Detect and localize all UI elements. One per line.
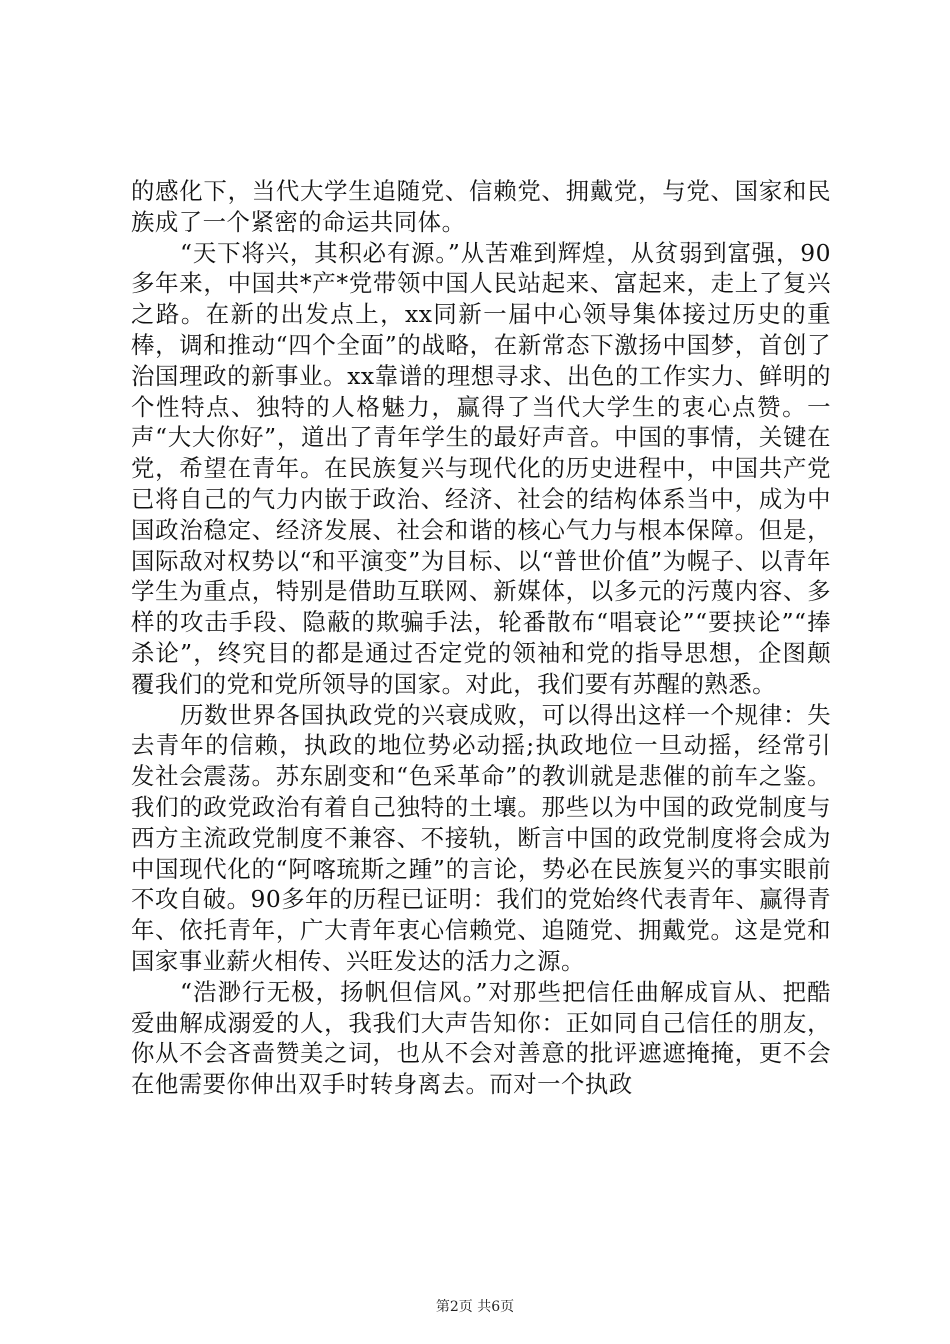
paragraph: “天下将兴，其积必有源。”从苦难到辉煌，从贫弱到富强，90多年来，中国共*产*党带领中国人民站起来、富起来，走上了复兴之路。在新的出发点上，xx同新一届中心领导集体接过历史的重棒，调和推动“四个全面”的战略，在新常态下激扬中国梦，首创了治国理政的新事业。xx靠谱的理想寻求、出色的工作实力、鲜明的个性特点、独特的人格魅力，赢得了当代大学生的衷心点赞。一声“大大你好”，道出了青年学生的最好声音。中国的事情，关键在党，希望在青年。在民族复兴与现代化的历史进程中，中国共产党已将自己的气力内嵌于政治、经济、社会的结构体系当中，成为中国政治稳定、经济发展、社会和谐的核心气力与根本保障。但是，国际敌对权势以“和平演变”为目标、以“普世价值”为幌子、以青年学生为重点，特别是借助互联网、新媒体，以多元的污蔑内容、多样的攻击手段、隐蔽的欺骗手法，轮番散布“唱衰论”“要挟论”“捧杀论”，终究目的都是通过否定党的领袖和党的指导思想，企图颠覆我们的党和党所领导的国家。对此，我们要有苏醒的熟悉。 xyxy=(131,238,831,698)
document-body xyxy=(131,176,831,1100)
paragraph: “浩渺行无极，扬帆但信风。”对那些把信任曲解成盲从、把酷爱曲解成溺爱的人，我我们大声告知你：正如同自己信任的朋友，你从不会吝啬赞美之词，也从不会对善意的批评遮遮掩掩，更不会在他需要你伸出双手时转身离去。而对一个执政 xyxy=(131,977,831,1099)
page-number-footer: 第2页 共6页 xyxy=(435,1299,515,1315)
paragraph-continuation: 的感化下，当代大学生追随党、信赖党、拥戴党，与党、国家和民族成了一个紧密的命运共同体。 xyxy=(131,177,831,236)
paragraph: 历数世界各国执政党的兴衰成败，可以得出这样一个规律：失去青年的信赖，执政的地位势必动摇;执政地位一旦动摇，经常引发社会震荡。苏东剧变和“色采革命”的教训就是悲催的前车之鉴。我们的政党政治有着自己独特的土壤。那些以为中国的政党制度与西方主流政党制度不兼容、不接轨，断言中国的政党制度将会成为中国现代化的“阿喀琉斯之踵”的言论，势必在民族复兴的事实眼前不攻自破。90多年的历程已证明：我们的党始终代表青年、赢得青年、依托青年，广大青年衷心信赖党、追随党、拥戴党。这是党和国家事业薪火相传、兴旺发达的活力之源。 xyxy=(131,700,831,975)
